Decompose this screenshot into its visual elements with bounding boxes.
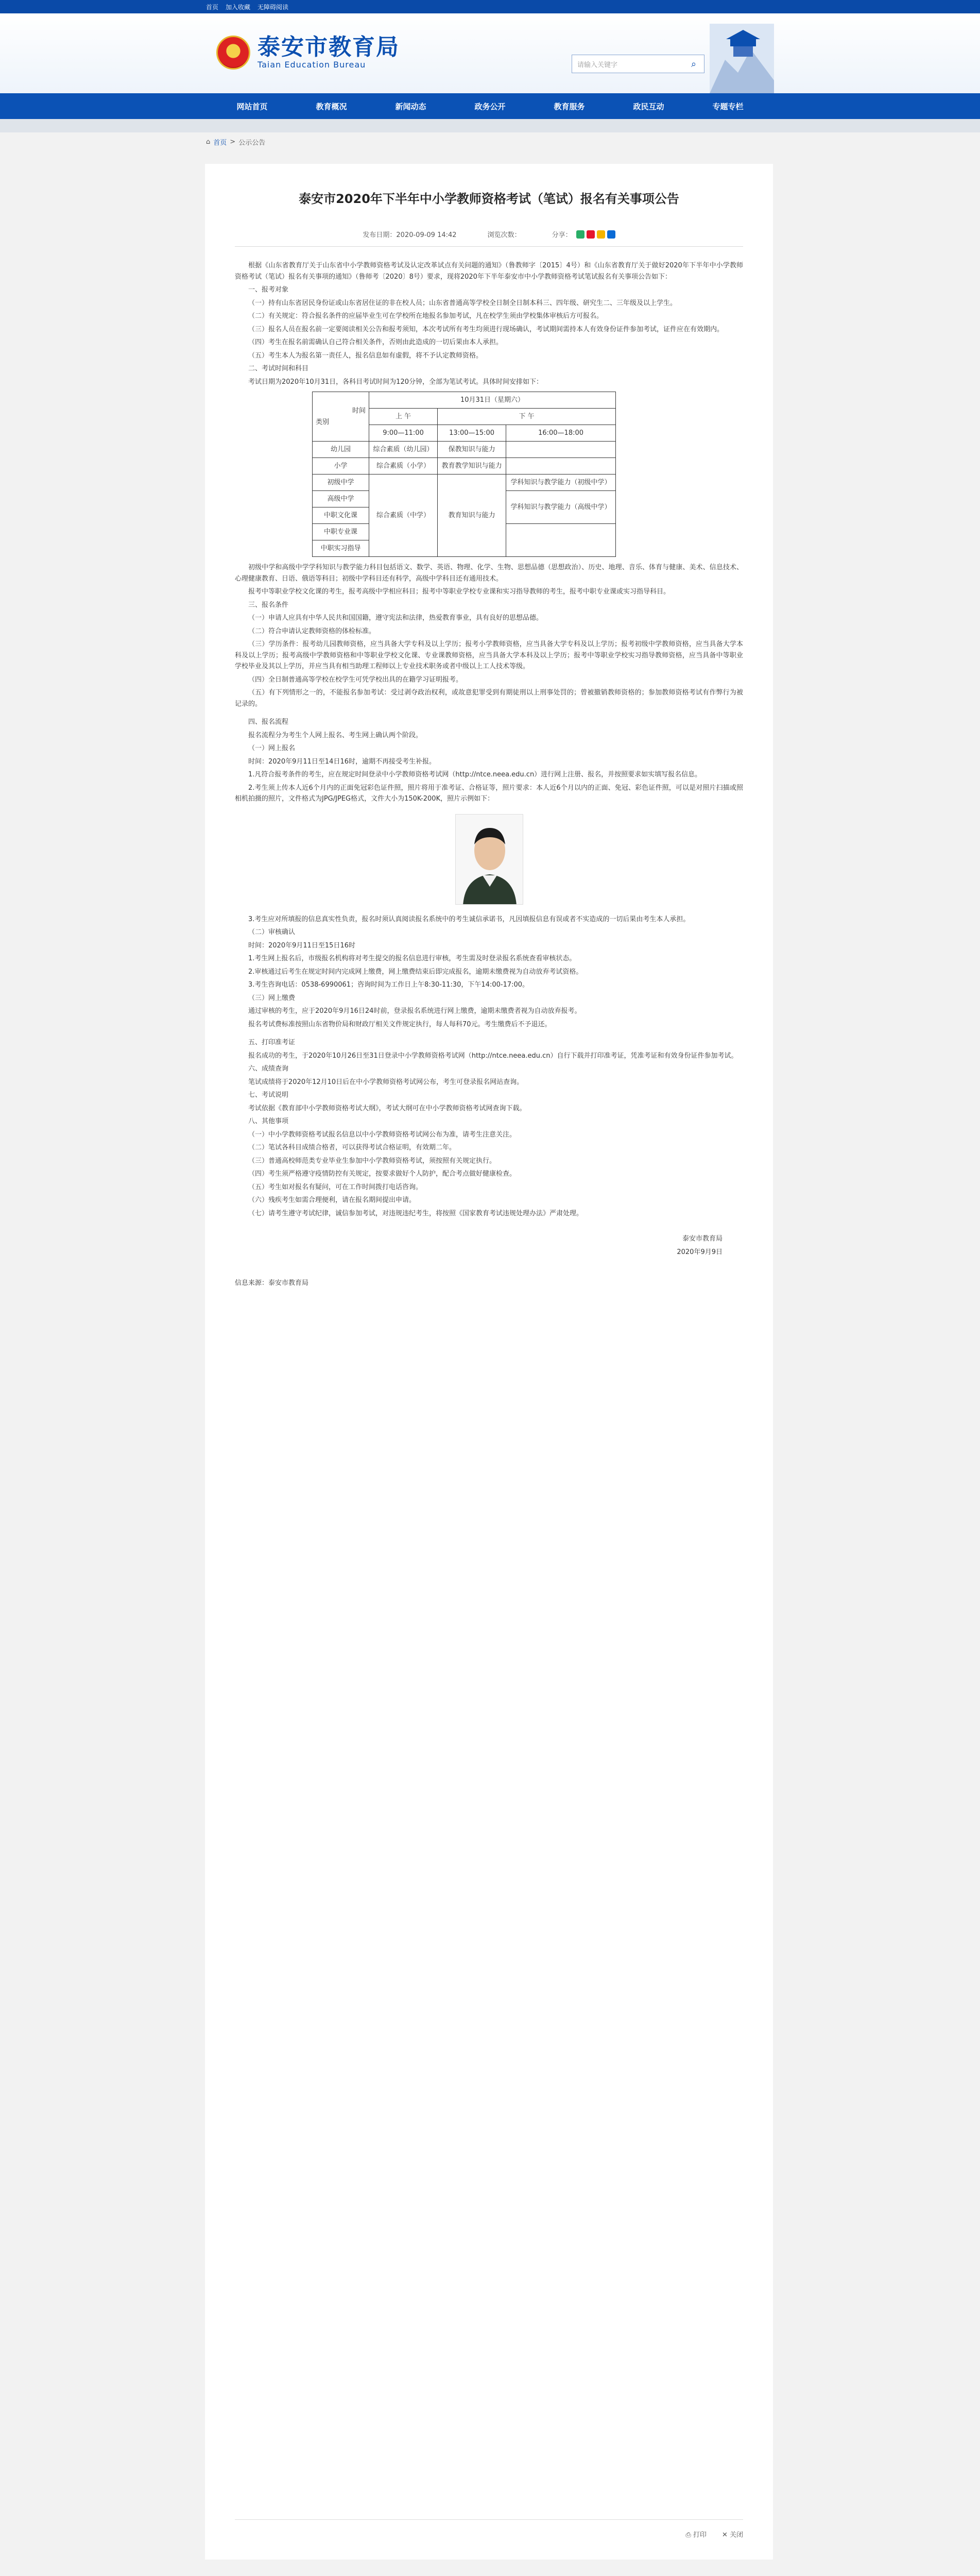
article-meta <box>235 229 743 247</box>
paragraph: （五）考生本人为报名第一责任人，报名信息如有虚假，将不予认定教师资格。 <box>248 351 483 360</box>
paragraph: （五）有下列情形之一的，不能报名参加考试：受过剥夺政治权利，或故意犯罪受到有期徒刑以上刑事处罚的；曾被撤销教师资格的；参加教师资格考试有作弊行为被记录的。 <box>235 689 743 708</box>
paragraph: （五）考生如对报名有疑问，可在工作时间拨打电话咨询。 <box>248 1183 423 1191</box>
paragraph: （三）学历条件：报考幼儿园教师资格，应当具备大学专科及以上学历；报考小学教师资格，应当具备大学专科及以上学历；报考初级中学教师资格，应当具备大学本科及以上学历；报考高级中学教师资格和中等职业学校文化课、专业课教师资格，应当具备大学本科及以上学历；报考中等职业学校实习指导教师资格，应当具备中等职业学校毕业及其以上学历，并应当具有相当助理工程师以上专业技术职务或者中级以上工人技术等级。 <box>235 640 743 670</box>
paragraph: （二）笔试各科目成绩合格者，可以获得考试合格证明，有效期二年。 <box>248 1144 456 1151</box>
site-logo[interactable] <box>216 35 400 70</box>
publish-date: 发布日期：2020-09-09 14:42 <box>363 231 457 239</box>
paragraph: 初级中学和高级中学学科知识与教学能力科目包括语文、数学、英语、物理、化学、生物、思想品德（思想政治）、历史、地理、音乐、体育与健康、美术、信息技术、心理健康教育、日语、俄语等科目；初级中学科目还有科学，高级中学科目还有通用技术。 <box>235 564 743 583</box>
paragraph: （三）报名人员在报名前一定要阅读相关公告和报考须知，本次考试所有考生均须进行现场确认，考试期间需持本人有效身份证件参加考试，证件应在有效期内。 <box>248 325 724 333</box>
table-cell: 学科知识与教学能力（高级中学） <box>506 491 616 524</box>
table-cell <box>506 458 616 474</box>
paragraph: （四）全日制普通高等学校在校学生可凭学校出具的在籍学习证明报考。 <box>248 675 463 684</box>
table-cell: 保教知识与能力 <box>438 442 506 458</box>
nav-news[interactable]: 新闻动态 <box>395 101 426 111</box>
paragraph: 2.考生须上传本人近6个月内的正面免冠彩色证件照，照片将用于准考证、合格证等，照片要求：本人近6个月以内的正面、免冠、彩色证件照，可以是对照片扫描或照相机拍摄的照片，文件格式为JPG/JPEG格式，文件大小为150K-200K，照片示例如下： <box>235 784 743 803</box>
breadcrumb-sep: > <box>230 138 236 146</box>
table-cell: 综合素质（幼儿园） <box>369 442 438 458</box>
view-count: 浏览次数： <box>487 231 521 239</box>
table-am-time: 9:00—11:00 <box>369 425 438 442</box>
paragraph: 根据《山东省教育厅关于山东省中小学教师资格考试及认定改革试点有关问题的通知》（鲁教师字〔2015〕4号）和《山东省教育厅关于做好2020年下半年中小学教师资格考试（笔试）报名有关事项的通知》（鲁师考〔2020〕8号）要求，现将2020年下半年泰安市中小学教师资格考试笔试报名有关事项公告如下： <box>235 262 743 281</box>
paragraph: 时间：2020年9月11日至14日16时，逾期不再接受考生补报。 <box>248 757 436 766</box>
site-header <box>0 13 980 93</box>
article-title: 泰安市2020年下半年中小学教师资格考试（笔试）报名有关事项公告 <box>299 192 679 206</box>
paragraph: （三）普通高校师范类专业毕业生参加中小学教师资格考试，须按照有关规定执行。 <box>248 1157 496 1165</box>
breadcrumb-home[interactable]: 首页 <box>213 139 227 147</box>
article-body <box>235 260 743 1289</box>
top-bar <box>0 0 980 13</box>
table-sec-vocational: 中职文化课 <box>313 507 369 524</box>
paragraph: 八、其他事项 <box>248 1117 289 1125</box>
search-icon: ⌕ <box>691 58 697 70</box>
table-cell <box>506 442 616 458</box>
paragraph: 三、报名条件 <box>248 601 289 609</box>
table-pm1-time: 13:00—15:00 <box>438 425 506 442</box>
paragraph: （一）中小学教师资格考试报名信息以中小学教师资格考试网公布为准，请考生注意关注。 <box>248 1130 517 1139</box>
close-button[interactable]: ✕ 关闭 <box>721 2531 743 2539</box>
breadcrumb <box>206 132 774 151</box>
paragraph: 2.审核通过后考生在规定时间内完成网上缴费，网上缴费结束后即完成报名，逾期未缴费视为自动放弃考试资格。 <box>248 968 583 976</box>
paragraph: 二、考试时间和科目 <box>248 365 309 372</box>
article-actions <box>235 2519 743 2539</box>
info-source: 信息来源：泰安市教育局 <box>235 1279 309 1287</box>
search-button[interactable] <box>683 55 704 73</box>
table-cell <box>506 524 616 557</box>
paragraph: （四）考生在报名前需确认自己符合相关条件，否则由此造成的一切后果由本人承担。 <box>248 338 503 346</box>
table-cell: 综合素质（小学） <box>369 458 438 474</box>
table-cell: 教育知识与能力 <box>438 474 506 557</box>
paragraph: 通过审核的考生，应于2020年9月16日24时前，登录报名系统进行网上缴费，逾期未缴费者视为自动放弃报考。 <box>248 1007 581 1015</box>
weibo-share-icon[interactable] <box>587 230 595 239</box>
more-share-icon[interactable] <box>607 230 615 239</box>
exam-schedule-table <box>312 392 616 557</box>
paragraph: （四）考生须严格遵守疫情防控有关规定，按要求做好个人防护，配合考点做好健康检查。 <box>248 1170 517 1178</box>
sample-id-photo <box>455 814 523 905</box>
qzone-share-icon[interactable] <box>597 230 605 239</box>
table-pm2-time: 16:00—18:00 <box>506 425 616 442</box>
site-subtitle: Taian Education Bureau <box>257 60 366 70</box>
paragraph: 五、打印准考证 <box>248 1039 296 1046</box>
table-cell: 综合素质（中学） <box>369 474 438 557</box>
nav-services[interactable]: 教育服务 <box>554 101 585 111</box>
paragraph: 四、报名流程 <box>248 718 289 726</box>
signature-block <box>235 1232 743 1259</box>
paragraph: 一、报考对象 <box>248 286 289 294</box>
person-photo-icon <box>456 815 523 905</box>
table-sec-pro: 中职专业课 <box>313 524 369 540</box>
mountain-temple-icon <box>710 24 774 93</box>
paragraph: 1.考生网上报名后，市级报名机构将对考生提交的报名信息进行审核，考生需及时登录报名系统查看审核状态。 <box>248 955 576 962</box>
close-icon: ✕ <box>721 2531 728 2539</box>
paragraph: 3.考生应对所填报的信息真实性负责，报名时须认真阅读报名系统中的考生诚信承诺书，凡因填报信息有误或者不实造成的一切后果由考生本人承担。 <box>248 915 690 923</box>
nav-interaction[interactable]: 政民互动 <box>633 101 664 111</box>
paragraph: （六）残疾考生如需合理便利，请在报名期间提出申请。 <box>248 1196 416 1204</box>
paragraph: 考试日期为2020年10月31日，各科目考试时间为120分钟，全部为笔试考试。具体时间安排如下： <box>248 378 543 386</box>
divider-strip <box>0 119 980 132</box>
table-senior: 高级中学 <box>313 491 369 507</box>
print-button[interactable]: ⎙ 打印 <box>685 2531 707 2539</box>
paragraph: 考试依据《教育部中小学教师资格考试大纲》，考试大纲可在中小学教师资格考试网查询下载。 <box>248 1104 526 1112</box>
table-primary: 小学 <box>313 458 369 474</box>
paragraph: （二）审核确认 <box>248 928 296 936</box>
paragraph: 报名流程分为考生个人网上报名、考生网上确认两个阶段。 <box>248 731 423 739</box>
breadcrumb-current[interactable]: 公示公告 <box>238 139 266 147</box>
table-cell: 学科知识与教学能力（初级中学） <box>506 474 616 491</box>
main-nav <box>0 93 980 119</box>
table-pm: 下 午 <box>438 409 616 425</box>
table-cell: 教育教学知识与能力 <box>438 458 506 474</box>
paragraph: 七、考试说明 <box>248 1091 289 1099</box>
home-icon: ⌂ <box>206 138 211 146</box>
table-sec-intern: 中职实习指导 <box>313 540 369 557</box>
paragraph: （一）持有山东省居民身份证或山东省居住证的非在校人员；山东省普通高等学校全日制全日制本科三、四年级、研究生二、三年级及以上学生。 <box>248 299 677 307</box>
paragraph: （七）请考生遵守考试纪律，诚信参加考试，对违规违纪考生，将按照《国家教育考试违规处理办法》严肃处理。 <box>248 1209 583 1217</box>
paragraph: （二）有关规定：符合报名条件的应届毕业生可在学校所在地报名参加考试，凡在校学生须由学校集体审核后方可报名。 <box>248 312 604 320</box>
nav-topics[interactable]: 专题专栏 <box>712 101 744 111</box>
table-head-category: 类别 <box>316 418 330 426</box>
paragraph: （三）网上缴费 <box>248 994 296 1002</box>
wechat-share-icon[interactable] <box>576 230 584 239</box>
national-emblem-icon: ★ <box>216 36 250 70</box>
nav-government[interactable]: 政务公开 <box>474 101 506 111</box>
sign-org: 泰安市教育局 <box>682 1235 723 1243</box>
paragraph: 报考中等职业学校文化课的考生，报考高级中学相应科目；报考中等职业学校专业课和实习指导教师的考生，报考中职专业课或实习指导科目。 <box>248 588 670 596</box>
paragraph: 1.凡符合报考条件的考生，应在规定时间登录中小学教师资格考试网（http://ntce.neea.edu.cn）进行网上注册、报名，并按照要求如实填写报名信息。 <box>248 771 702 778</box>
printer-icon: ⎙ <box>685 2531 691 2539</box>
paragraph: 报名考试费标准按照山东省物价局和财政厅相关文件规定执行，每人每科70元。考生缴费后不予退还。 <box>248 1020 552 1028</box>
paragraph: 3.考生咨询电话：0538-6990061；咨询时间为工作日上午8:30-11:30，下午14:00-17:00。 <box>248 981 529 989</box>
table-head-time: 时间 <box>352 407 366 415</box>
table-am: 上 午 <box>369 409 438 425</box>
paragraph: （二）符合申请认定教师资格的体检标准。 <box>248 627 376 635</box>
search-box <box>572 55 704 73</box>
share-label: 分享： <box>552 231 572 239</box>
paragraph: 笔试成绩将于2020年12月10日后在中小学教师资格考试网公布，考生可登录报名网站查询。 <box>248 1078 524 1086</box>
top-link-home[interactable]: 首页 <box>206 3 219 11</box>
paragraph: 时间：2020年9月11日至15日16时 <box>248 941 355 950</box>
search-input[interactable]: 请输入关键字 <box>577 61 618 69</box>
paragraph: （一）网上报名 <box>248 744 296 752</box>
paragraph: 报名成功的考生，于2020年10月26日至31日登录中小学教师资格考试网（http://ntce.neea.edu.cn）自行下载并打印准考证，凭准考证和有效身份证件参加考试。 <box>248 1052 738 1060</box>
paragraph: 六、成绩查询 <box>248 1065 289 1073</box>
site-title: 泰安市教育局 <box>257 34 400 60</box>
table-date: 10月31日（星期六） <box>369 392 616 409</box>
sign-date: 2020年9月9日 <box>677 1248 723 1256</box>
table-junior: 初级中学 <box>313 474 369 491</box>
top-link-favorite[interactable]: 加入收藏 <box>226 3 251 11</box>
paragraph: （一）申请人应具有中华人民共和国国籍，遵守宪法和法律，热爱教育事业，具有良好的思想品德。 <box>248 614 543 622</box>
article-card <box>205 164 773 2560</box>
table-kindergarten: 幼儿园 <box>313 442 369 458</box>
nav-overview[interactable]: 教育概况 <box>316 101 347 111</box>
nav-home[interactable]: 网站首页 <box>236 101 268 111</box>
top-link-accessibility[interactable]: 无障碍阅读 <box>257 3 289 11</box>
